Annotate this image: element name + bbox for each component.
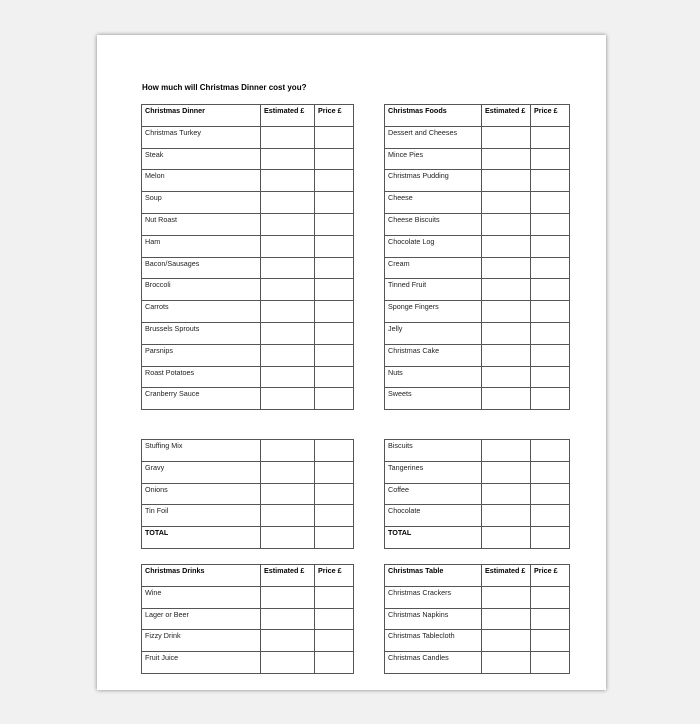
table-row [142, 170, 354, 192]
price-cell[interactable] [315, 388, 354, 410]
estimated-cell[interactable] [482, 322, 531, 344]
estimated-cell[interactable] [482, 440, 531, 462]
estimated-cell[interactable] [261, 608, 315, 630]
price-cell[interactable] [531, 461, 570, 483]
item-label: Coffee [385, 483, 482, 505]
table-row [142, 192, 354, 214]
item-label: Christmas Cake [385, 344, 482, 366]
table-row [385, 279, 570, 301]
price-cell[interactable] [531, 344, 570, 366]
item-label: Dessert and Cheeses [385, 126, 482, 148]
item-label: Fruit Juice [142, 652, 261, 674]
price-cell[interactable] [531, 630, 570, 652]
price-cell[interactable] [531, 170, 570, 192]
table-row [142, 483, 354, 505]
price-cell[interactable] [315, 586, 354, 608]
price-cell[interactable] [315, 652, 354, 674]
table-foods-extras [384, 439, 570, 549]
table-row [385, 505, 570, 527]
item-label: Cheese [385, 192, 482, 214]
table-row [385, 170, 570, 192]
item-label: Parsnips [142, 344, 261, 366]
table-row [385, 440, 570, 462]
item-label: Cheese Biscuits [385, 213, 482, 235]
item-label: Sponge Fingers [385, 301, 482, 323]
item-label: Christmas Napkins [385, 608, 482, 630]
price-cell[interactable] [315, 461, 354, 483]
table-row [385, 213, 570, 235]
item-label: Jelly [385, 322, 482, 344]
total-price-cell[interactable] [315, 527, 354, 549]
total-price-cell[interactable] [531, 527, 570, 549]
table-row [385, 461, 570, 483]
estimated-cell[interactable] [482, 170, 531, 192]
item-label: Christmas Candles [385, 652, 482, 674]
table-christmas-table [384, 564, 570, 674]
item-label: Roast Potatoes [142, 366, 261, 388]
estimated-cell[interactable] [261, 652, 315, 674]
table-christmas-dinner [141, 104, 354, 410]
price-cell[interactable] [315, 608, 354, 630]
estimated-cell[interactable] [482, 126, 531, 148]
price-cell[interactable] [315, 301, 354, 323]
price-cell[interactable] [531, 322, 570, 344]
price-cell[interactable] [531, 192, 570, 214]
price-cell[interactable] [531, 301, 570, 323]
column-header: Christmas Foods [385, 105, 482, 127]
item-label: Fizzy Drink [142, 630, 261, 652]
item-label: Biscuits [385, 440, 482, 462]
item-label: Carrots [142, 301, 261, 323]
table-row [142, 586, 354, 608]
estimated-cell[interactable] [261, 461, 315, 483]
item-label: Ham [142, 235, 261, 257]
price-cell[interactable] [315, 366, 354, 388]
estimated-cell[interactable] [261, 235, 315, 257]
price-cell[interactable] [531, 279, 570, 301]
item-label: Tinned Fruit [385, 279, 482, 301]
price-cell[interactable] [315, 483, 354, 505]
table-row [142, 388, 354, 410]
estimated-cell[interactable] [261, 483, 315, 505]
price-cell[interactable] [315, 505, 354, 527]
item-label: Sweets [385, 388, 482, 410]
estimated-cell[interactable] [482, 192, 531, 214]
estimated-cell[interactable] [261, 440, 315, 462]
table-row [385, 192, 570, 214]
column-header: Estimated £ [261, 565, 315, 587]
total-row [385, 527, 570, 549]
item-label: Lager or Beer [142, 608, 261, 630]
table-row [142, 213, 354, 235]
header-row [142, 565, 354, 587]
table-row [142, 322, 354, 344]
item-label: Tangerines [385, 461, 482, 483]
estimated-cell[interactable] [482, 652, 531, 674]
total-label: TOTAL [385, 527, 482, 549]
price-cell[interactable] [315, 213, 354, 235]
item-label: Bacon/Sausages [142, 257, 261, 279]
price-cell[interactable] [531, 213, 570, 235]
estimated-cell[interactable] [261, 126, 315, 148]
table-row [142, 652, 354, 674]
header-row [142, 105, 354, 127]
column-header: Price £ [531, 105, 570, 127]
total-label: TOTAL [142, 527, 261, 549]
column-header: Christmas Dinner [142, 105, 261, 127]
table-row [385, 608, 570, 630]
price-cell[interactable] [315, 322, 354, 344]
page-heading: How much will Christmas Dinner cost you? [142, 83, 307, 92]
table-row [385, 586, 570, 608]
estimated-cell[interactable] [482, 608, 531, 630]
price-cell[interactable] [531, 440, 570, 462]
table-row [385, 257, 570, 279]
table-row [142, 630, 354, 652]
estimated-cell[interactable] [261, 322, 315, 344]
item-label: Gravy [142, 461, 261, 483]
table-row [142, 301, 354, 323]
table-row [385, 652, 570, 674]
price-cell[interactable] [315, 279, 354, 301]
table-row [385, 126, 570, 148]
estimated-cell[interactable] [261, 148, 315, 170]
table-row [142, 440, 354, 462]
table-row [385, 344, 570, 366]
price-cell[interactable] [315, 630, 354, 652]
total-estimated-cell[interactable] [261, 527, 315, 549]
column-header: Estimated £ [482, 105, 531, 127]
table-row [385, 483, 570, 505]
column-header: Christmas Drinks [142, 565, 261, 587]
estimated-cell[interactable] [482, 213, 531, 235]
item-label: Broccoli [142, 279, 261, 301]
estimated-cell[interactable] [482, 279, 531, 301]
estimated-cell[interactable] [482, 344, 531, 366]
estimated-cell[interactable] [482, 483, 531, 505]
table-row [142, 461, 354, 483]
table-dinner-extras [141, 439, 354, 549]
price-cell[interactable] [531, 483, 570, 505]
price-cell[interactable] [531, 235, 570, 257]
table-row [142, 608, 354, 630]
header-row [385, 105, 570, 127]
item-label: Chocolate Log [385, 235, 482, 257]
item-label: Brussels Sprouts [142, 322, 261, 344]
column-header: Estimated £ [482, 565, 531, 587]
estimated-cell[interactable] [261, 388, 315, 410]
document-page [97, 35, 606, 690]
item-label: Onions [142, 483, 261, 505]
estimated-cell[interactable] [482, 301, 531, 323]
price-cell[interactable] [315, 440, 354, 462]
price-cell[interactable] [315, 257, 354, 279]
total-row [142, 527, 354, 549]
price-cell[interactable] [315, 235, 354, 257]
price-cell[interactable] [531, 652, 570, 674]
item-label: Wine [142, 586, 261, 608]
column-header: Price £ [315, 565, 354, 587]
price-cell[interactable] [531, 148, 570, 170]
estimated-cell[interactable] [261, 170, 315, 192]
table-row [142, 148, 354, 170]
price-cell[interactable] [531, 505, 570, 527]
estimated-cell[interactable] [261, 586, 315, 608]
price-cell[interactable] [315, 192, 354, 214]
header-row [385, 565, 570, 587]
table-row [385, 388, 570, 410]
item-label: Melon [142, 170, 261, 192]
item-label: Nuts [385, 366, 482, 388]
table-row [385, 148, 570, 170]
total-estimated-cell[interactable] [482, 527, 531, 549]
column-header: Estimated £ [261, 105, 315, 127]
estimated-cell[interactable] [482, 505, 531, 527]
estimated-cell[interactable] [261, 279, 315, 301]
item-label: Cream [385, 257, 482, 279]
item-label: Cranberry Sauce [142, 388, 261, 410]
price-cell[interactable] [531, 608, 570, 630]
table-row [385, 322, 570, 344]
item-label: Nut Roast [142, 213, 261, 235]
item-label: Christmas Pudding [385, 170, 482, 192]
item-label: Christmas Tablecloth [385, 630, 482, 652]
price-cell[interactable] [315, 344, 354, 366]
estimated-cell[interactable] [261, 192, 315, 214]
item-label: Mince Pies [385, 148, 482, 170]
item-label: Tin Foil [142, 505, 261, 527]
item-label: Stuffing Mix [142, 440, 261, 462]
estimated-cell[interactable] [482, 630, 531, 652]
item-label: Christmas Turkey [142, 126, 261, 148]
price-cell[interactable] [531, 126, 570, 148]
table-row [142, 344, 354, 366]
table-row [142, 126, 354, 148]
estimated-cell[interactable] [482, 366, 531, 388]
table-row [385, 630, 570, 652]
table-christmas-foods [384, 104, 570, 410]
estimated-cell[interactable] [261, 257, 315, 279]
column-header: Price £ [531, 565, 570, 587]
column-header: Price £ [315, 105, 354, 127]
price-cell[interactable] [531, 388, 570, 410]
price-cell[interactable] [315, 148, 354, 170]
estimated-cell[interactable] [261, 630, 315, 652]
table-row [142, 235, 354, 257]
estimated-cell[interactable] [261, 301, 315, 323]
estimated-cell[interactable] [482, 148, 531, 170]
table-row [142, 505, 354, 527]
item-label: Soup [142, 192, 261, 214]
estimated-cell[interactable] [261, 505, 315, 527]
estimated-cell[interactable] [482, 257, 531, 279]
table-row [142, 366, 354, 388]
estimated-cell[interactable] [261, 213, 315, 235]
table-row [142, 279, 354, 301]
price-cell[interactable] [531, 586, 570, 608]
item-label: Chocolate [385, 505, 482, 527]
item-label: Christmas Crackers [385, 586, 482, 608]
table-row [142, 257, 354, 279]
estimated-cell[interactable] [261, 344, 315, 366]
table-row [385, 235, 570, 257]
estimated-cell[interactable] [482, 586, 531, 608]
price-cell[interactable] [315, 126, 354, 148]
price-cell[interactable] [531, 366, 570, 388]
estimated-cell[interactable] [482, 461, 531, 483]
estimated-cell[interactable] [261, 366, 315, 388]
estimated-cell[interactable] [482, 388, 531, 410]
estimated-cell[interactable] [482, 235, 531, 257]
price-cell[interactable] [315, 170, 354, 192]
price-cell[interactable] [531, 257, 570, 279]
item-label: Steak [142, 148, 261, 170]
table-row [385, 301, 570, 323]
table-christmas-drinks [141, 564, 354, 674]
table-row [385, 366, 570, 388]
column-header: Christmas Table [385, 565, 482, 587]
